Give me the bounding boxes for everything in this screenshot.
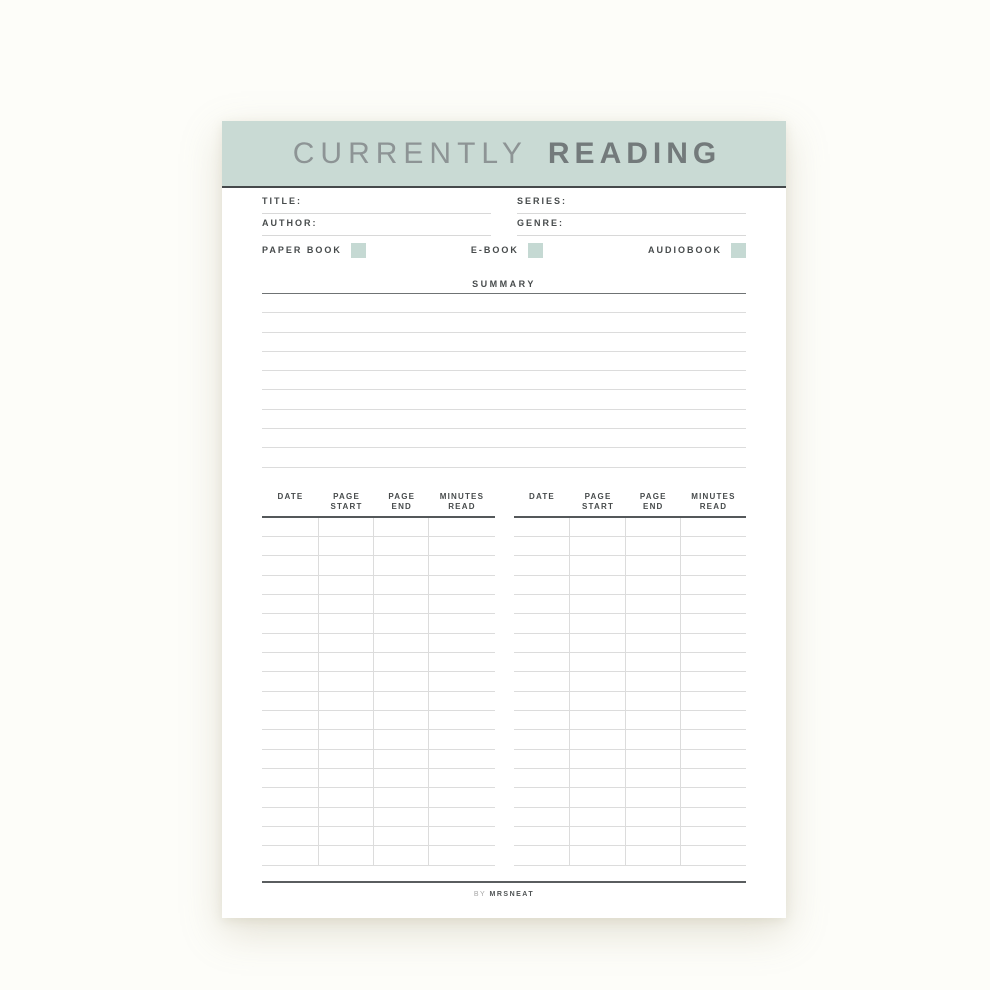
field-author — [262, 217, 491, 236]
log-cell — [514, 692, 571, 710]
log-cell — [626, 846, 681, 864]
log-cell — [429, 846, 494, 864]
log-row — [262, 846, 495, 865]
log-cell — [626, 634, 681, 652]
log-row — [262, 788, 495, 807]
summary-line — [262, 313, 746, 332]
log-cell — [429, 595, 494, 613]
log-cell — [319, 808, 374, 826]
log-row — [514, 653, 747, 672]
summary-line — [262, 390, 746, 409]
log-cell — [374, 711, 429, 729]
log-cell — [570, 672, 625, 690]
log-cell — [319, 672, 374, 690]
log-cell — [319, 518, 374, 536]
log-cell — [570, 730, 625, 748]
log-cell — [319, 692, 374, 710]
log-column-header: DATE — [277, 491, 304, 501]
log-cell — [681, 730, 746, 748]
log-row — [262, 750, 495, 769]
page-content — [222, 195, 786, 898]
log-cell — [262, 518, 319, 536]
log-row — [514, 788, 747, 807]
log-cell — [262, 827, 319, 845]
field-genre — [517, 217, 746, 236]
log-cell — [514, 827, 571, 845]
log-cell — [626, 595, 681, 613]
log-cell — [374, 595, 429, 613]
log-cell — [681, 692, 746, 710]
log-cell — [514, 711, 571, 729]
log-cell — [319, 614, 374, 632]
log-cell — [570, 614, 625, 632]
log-row — [262, 672, 495, 691]
log-cell — [514, 769, 571, 787]
field-series — [517, 195, 746, 214]
log-cell — [262, 769, 319, 787]
log-column-header: PAGE END — [639, 491, 667, 511]
log-row — [262, 614, 495, 633]
log-column-header: PAGE END — [388, 491, 416, 511]
series-label: SERIES: — [517, 196, 568, 206]
log-cell — [570, 518, 625, 536]
log-row — [262, 808, 495, 827]
log-cell — [429, 537, 494, 555]
log-cell — [262, 595, 319, 613]
log-cell — [319, 711, 374, 729]
audiobook-checkbox[interactable] — [731, 243, 746, 258]
format-audiobook — [648, 243, 746, 258]
log-cell — [626, 614, 681, 632]
summary-line — [262, 333, 746, 352]
log-cell — [319, 827, 374, 845]
log-cell — [374, 730, 429, 748]
log-cell — [374, 518, 429, 536]
reading-log-tables — [262, 492, 746, 866]
log-row — [514, 750, 747, 769]
log-cell — [262, 614, 319, 632]
ebook-label: E-BOOK — [470, 245, 519, 255]
log-cell — [319, 595, 374, 613]
log-cell — [262, 672, 319, 690]
log-cell — [681, 711, 746, 729]
log-cell — [626, 711, 681, 729]
log-cell — [570, 576, 625, 594]
paper-book-checkbox[interactable] — [351, 243, 366, 258]
log-cell — [262, 537, 319, 555]
planner-page — [222, 121, 786, 918]
format-ebook — [471, 243, 543, 258]
log-row — [262, 518, 495, 537]
log-cell — [626, 769, 681, 787]
reading-log-table — [262, 492, 495, 866]
log-cell — [570, 595, 625, 613]
log-cell — [374, 614, 429, 632]
author-label: AUTHOR: — [262, 218, 318, 228]
log-row — [514, 711, 747, 730]
log-cell — [681, 653, 746, 671]
log-cell — [429, 518, 494, 536]
log-cell — [570, 556, 625, 574]
log-cell — [570, 653, 625, 671]
ebook-checkbox[interactable] — [528, 243, 543, 258]
log-cell — [374, 750, 429, 768]
log-cell — [262, 653, 319, 671]
log-cell — [626, 576, 681, 594]
log-column-header: MINUTES READ — [691, 491, 736, 511]
audiobook-label: AUDIOBOOK — [648, 245, 722, 255]
log-cell — [374, 537, 429, 555]
log-cell — [681, 769, 746, 787]
log-cell — [681, 614, 746, 632]
log-cell — [429, 808, 494, 826]
log-cell — [374, 846, 429, 864]
log-cell — [262, 576, 319, 594]
summary-line — [262, 429, 746, 448]
log-cell — [262, 556, 319, 574]
log-cell — [262, 692, 319, 710]
log-cell — [681, 537, 746, 555]
series-input-line[interactable] — [517, 207, 746, 214]
title-input-line[interactable] — [262, 207, 491, 214]
log-cell — [319, 537, 374, 555]
log-row — [262, 537, 495, 556]
log-cell — [319, 788, 374, 806]
log-cell — [429, 672, 494, 690]
log-cell — [681, 788, 746, 806]
log-cell — [374, 788, 429, 806]
log-cell — [514, 808, 571, 826]
log-cell — [429, 556, 494, 574]
log-row — [262, 711, 495, 730]
summary-line — [262, 448, 746, 467]
log-cell — [319, 846, 374, 864]
log-cell — [262, 730, 319, 748]
log-row — [514, 634, 747, 653]
log-row — [514, 769, 747, 788]
log-cell — [319, 576, 374, 594]
log-column-header: PAGE START — [330, 491, 363, 511]
log-cell — [374, 672, 429, 690]
log-row — [262, 827, 495, 846]
log-cell — [319, 769, 374, 787]
log-cell — [514, 556, 571, 574]
log-row — [262, 595, 495, 614]
summary-line — [262, 352, 746, 371]
log-cell — [262, 788, 319, 806]
log-cell — [626, 537, 681, 555]
log-cell — [374, 769, 429, 787]
log-cell — [681, 846, 746, 864]
genre-input-line[interactable] — [517, 229, 746, 236]
log-cell — [626, 672, 681, 690]
log-cell — [514, 614, 571, 632]
log-cell — [374, 692, 429, 710]
log-row — [262, 634, 495, 653]
log-row — [514, 730, 747, 749]
footer-credit — [262, 891, 746, 898]
paper-book-label: PAPER BOOK — [262, 245, 342, 255]
log-cell — [514, 846, 571, 864]
log-cell — [626, 730, 681, 748]
log-cell — [429, 827, 494, 845]
log-cell — [570, 827, 625, 845]
log-cell — [262, 634, 319, 652]
log-cell — [429, 576, 494, 594]
log-cell — [626, 518, 681, 536]
credit-brand: MRSNEAT — [489, 890, 535, 898]
log-cell — [514, 750, 571, 768]
summary-section — [262, 279, 746, 468]
log-cell — [626, 827, 681, 845]
log-cell — [374, 576, 429, 594]
log-column-header: PAGE START — [582, 491, 615, 511]
log-cell — [626, 750, 681, 768]
log-cell — [319, 653, 374, 671]
footer-divider — [262, 881, 746, 883]
log-cell — [626, 808, 681, 826]
log-cell — [374, 653, 429, 671]
page-title-word-bold: READING — [547, 136, 722, 170]
log-row — [514, 808, 747, 827]
genre-label: GENRE: — [517, 218, 565, 228]
log-cell — [570, 692, 625, 710]
format-paper-book — [262, 243, 366, 258]
log-row — [262, 692, 495, 711]
summary-line — [262, 294, 746, 313]
summary-line — [262, 410, 746, 429]
log-cell — [429, 614, 494, 632]
log-row — [514, 518, 747, 537]
log-row — [514, 827, 747, 846]
log-cell — [570, 788, 625, 806]
page-header-band — [222, 121, 786, 188]
log-cell — [514, 788, 571, 806]
reading-log-table — [514, 492, 747, 866]
log-row — [262, 653, 495, 672]
log-header-row — [262, 492, 495, 518]
log-cell — [626, 556, 681, 574]
title-label: TITLE: — [262, 196, 302, 206]
log-cell — [319, 750, 374, 768]
log-cell — [681, 827, 746, 845]
log-row — [262, 730, 495, 749]
log-cell — [570, 808, 625, 826]
log-row — [514, 556, 747, 575]
log-row — [514, 576, 747, 595]
log-cell — [374, 827, 429, 845]
log-cell — [570, 846, 625, 864]
log-cell — [429, 711, 494, 729]
log-cell — [681, 750, 746, 768]
log-cell — [429, 692, 494, 710]
log-cell — [429, 769, 494, 787]
log-cell — [514, 653, 571, 671]
log-row — [262, 769, 495, 788]
log-cell — [681, 576, 746, 594]
log-column-header: DATE — [528, 491, 555, 501]
log-row — [514, 595, 747, 614]
log-cell — [570, 537, 625, 555]
log-cell — [514, 595, 571, 613]
log-cell — [319, 556, 374, 574]
log-cell — [262, 750, 319, 768]
log-cell — [429, 634, 494, 652]
log-cell — [570, 769, 625, 787]
log-cell — [570, 750, 625, 768]
log-cell — [681, 595, 746, 613]
log-cell — [681, 556, 746, 574]
log-cell — [374, 634, 429, 652]
log-cell — [626, 692, 681, 710]
log-cell — [514, 576, 571, 594]
log-row — [514, 614, 747, 633]
log-cell — [681, 518, 746, 536]
format-options — [262, 242, 746, 259]
log-row — [262, 576, 495, 595]
log-row — [514, 692, 747, 711]
log-cell — [626, 788, 681, 806]
log-cell — [429, 750, 494, 768]
log-cell — [319, 730, 374, 748]
log-cell — [262, 808, 319, 826]
summary-heading: SUMMARY — [262, 279, 746, 294]
summary-line — [262, 371, 746, 390]
log-row — [514, 672, 747, 691]
page-title-word-light: CURRENTLY — [292, 136, 528, 170]
credit-prefix: BY — [473, 890, 487, 898]
log-cell — [262, 711, 319, 729]
log-cell — [514, 634, 571, 652]
log-cell — [319, 634, 374, 652]
log-cell — [429, 730, 494, 748]
log-cell — [429, 788, 494, 806]
log-cell — [681, 634, 746, 652]
log-row — [514, 846, 747, 865]
log-cell — [514, 730, 571, 748]
log-cell — [681, 672, 746, 690]
log-cell — [262, 846, 319, 864]
log-cell — [570, 634, 625, 652]
book-info-fields — [262, 195, 746, 236]
log-cell — [514, 518, 571, 536]
log-cell — [681, 808, 746, 826]
summary-lines — [262, 294, 746, 468]
log-cell — [514, 672, 571, 690]
log-column-header: MINUTES READ — [439, 491, 485, 511]
log-row — [262, 556, 495, 575]
author-input-line[interactable] — [262, 229, 491, 236]
log-cell — [429, 653, 494, 671]
log-cell — [570, 711, 625, 729]
log-cell — [374, 556, 429, 574]
log-row — [514, 537, 747, 556]
log-cell — [374, 808, 429, 826]
log-cell — [626, 653, 681, 671]
log-cell — [514, 537, 571, 555]
log-header-row — [514, 492, 747, 518]
field-title — [262, 195, 491, 214]
